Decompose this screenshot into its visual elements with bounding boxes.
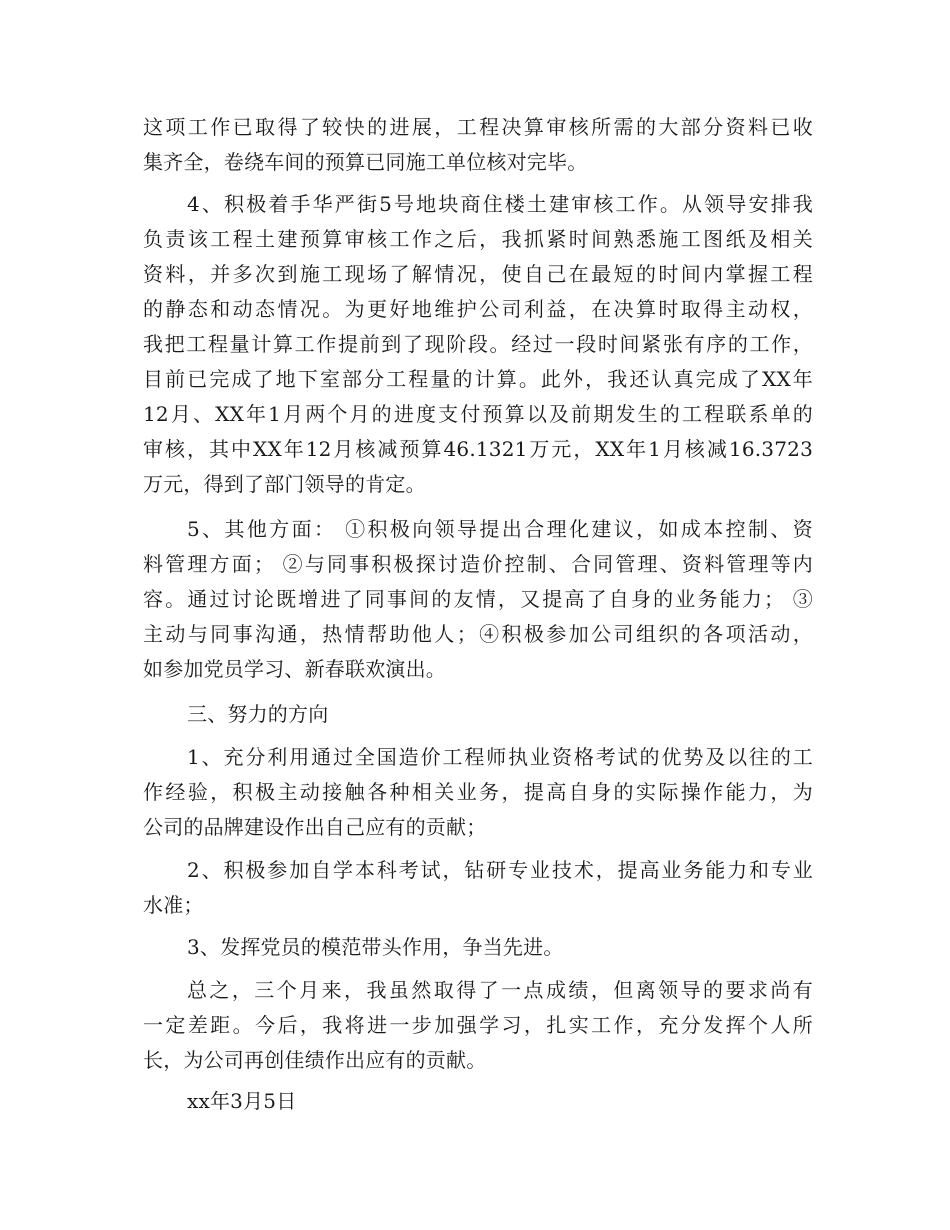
text-line: 作经验，积极主动接触各种相关业务，提高自身的实际操作能力，为: [143, 780, 813, 804]
text-line: 水准；: [143, 893, 204, 917]
text-line: 目前已完成了地下室部分工程量的计算。此外，我还认真完成了XX年: [143, 367, 813, 391]
text-line: 料管理方面； ②与同事积极探讨造价控制、合同管理、资料管理等内: [143, 552, 813, 576]
conclusion-start: 总之，三个月来，我虽然取得了一点成绩，但离领导的要求尚有: [187, 978, 813, 1002]
text-line: 负责该工程土建预算审核工作之后，我抓紧时间熟悉施工图纸及相关: [143, 227, 813, 251]
text-line: 审核，其中XX年12月核减预算46.1321万元，XX年1月核减16.3723: [143, 437, 813, 461]
text-line: 主动与同事沟通，热情帮助他人；④积极参加公司组织的各项活动，: [143, 622, 813, 646]
text-line: 万元，得到了部门领导的肯定。: [143, 472, 426, 496]
paragraph-5-start: 5、其他方面： ①积极向领导提出合理化建议，如成本控制、资: [187, 517, 813, 541]
document-date: xx年3月5日: [187, 1089, 297, 1113]
text-line: 集齐全，卷绕车间的预算已同施工单位核对完毕。: [143, 150, 588, 174]
text-line: 一定差距。今后，我将进一步加强学习，扎实工作，充分发挥个人所: [143, 1013, 813, 1037]
text-line: 资料，并多次到施工现场了解情况，使自己在最短的时间内掌握工程: [143, 262, 813, 286]
text-line: 长，为公司再创佳绩作出应有的贡献。: [143, 1048, 487, 1072]
text-line: 容。通过讨论既增进了同事间的友情，又提高了自身的业务能力； ③: [143, 587, 813, 611]
text-line: 如参加党员学习、新春联欢演出。: [143, 657, 446, 681]
item-1-start: 1、充分利用通过全国造价工程师执业资格考试的优势及以往的工: [187, 745, 813, 769]
section-heading: 三、努力的方向: [187, 702, 329, 726]
text-line: 这项工作已取得了较快的进展，工程决算审核所需的大部分资料已收: [143, 115, 813, 139]
text-line: 12月、XX年1月两个月的进度支付预算以及前期发生的工程联系单的: [143, 402, 813, 426]
text-line: 公司的品牌建设作出自己应有的贡献；: [143, 815, 487, 839]
text-line: 的静态和动态情况。为更好地维护公司利益，在决算时取得主动权，: [143, 297, 813, 321]
item-3: 3、发挥党员的模范带头作用，争当先进。: [187, 935, 564, 959]
paragraph-4-start: 4、积极着手华严街5号地块商住楼土建审核工作。从领导安排我: [187, 192, 813, 216]
item-2-start: 2、积极参加自学本科考试，钻研专业技术，提高业务能力和专业: [187, 858, 813, 882]
text-line: 我把工程量计算工作提前到了现阶段。经过一段时间紧张有序的工作，: [143, 332, 813, 356]
